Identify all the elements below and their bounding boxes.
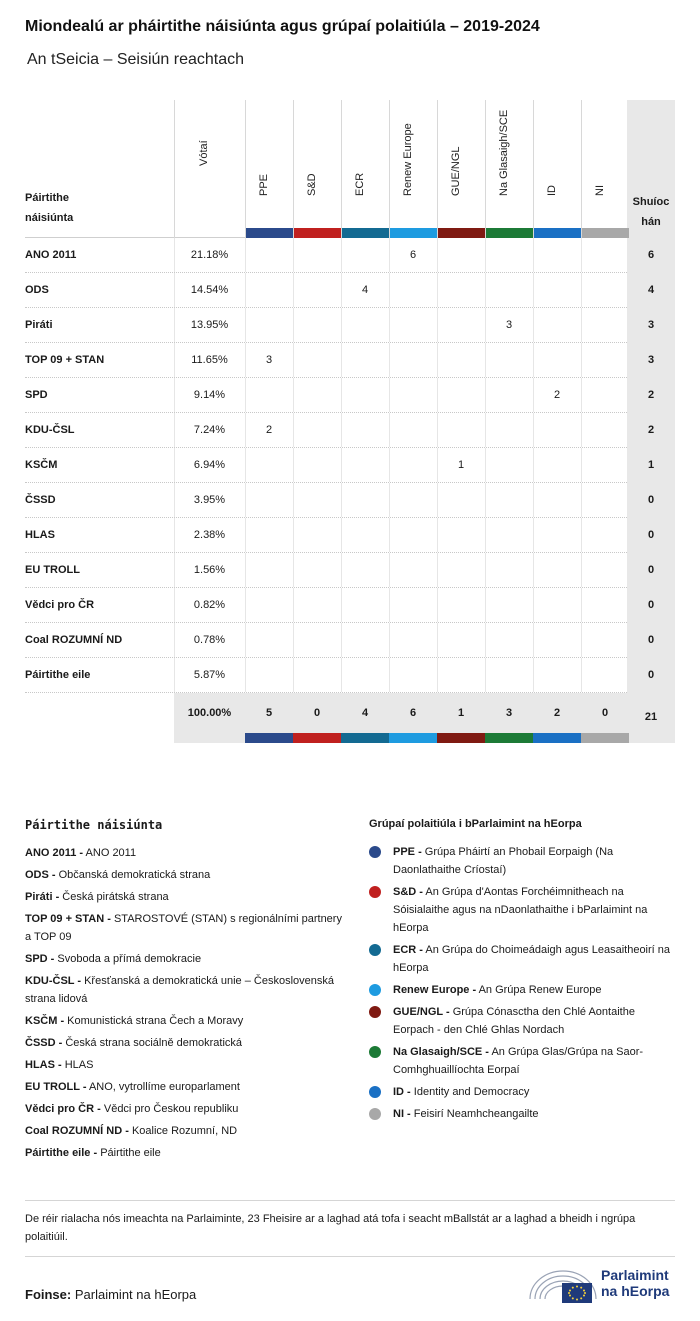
group-color-bar — [581, 733, 629, 743]
group-column-header: Renew Europe — [389, 100, 437, 238]
group-color-bar — [341, 733, 389, 743]
legend-party-item: Piráti - Česká pirátská strana — [25, 891, 169, 903]
legend-group-item: NI - Feisirí Neamhcheangailte — [369, 1105, 674, 1123]
legend-group-item: S&D - An Grúpa d'Aontas Forchéimnitheach na Sóisialaithe agus na nDaonlathaithe i bParlaimint na hEorpa — [369, 883, 674, 937]
party-name: ČSSD — [25, 494, 56, 506]
group-color-bar — [486, 228, 533, 238]
seat-total: 2 — [627, 413, 675, 448]
group-color-dot-icon — [369, 886, 381, 898]
group-color-dot-icon — [369, 846, 381, 858]
party-name: Piráti — [25, 319, 53, 331]
group-color-bar — [389, 733, 437, 743]
seat-total: 4 — [627, 273, 675, 308]
seat-total: 0 — [627, 553, 675, 588]
table-header — [25, 100, 675, 238]
group-color-dot-icon — [369, 1006, 381, 1018]
group-column-header: ID — [533, 100, 581, 238]
table-row — [25, 658, 675, 693]
results-table — [25, 100, 675, 743]
seat-total: 0 — [627, 483, 675, 518]
group-color-bar — [342, 228, 389, 238]
votes-column-header: Vótaí — [174, 100, 245, 238]
group-color-bar — [437, 733, 485, 743]
legend-party-item: Páirtithe eile - Páirtithe eile — [25, 1147, 161, 1159]
logo-text: Parlaimint na hEorpa — [601, 1267, 670, 1299]
legend-heading: Grúpaí polaitiúla i bParlaimint na hEorpa — [369, 818, 582, 830]
party-name: Vědci pro ČR — [25, 599, 95, 611]
legend-group-item: ECR - An Grúpa do Choimeádaigh agus Leasaitheoirí na hEorpa — [369, 941, 674, 977]
party-name: EU TROLL — [25, 564, 80, 576]
table-row — [25, 273, 675, 308]
footnote: De réir rialacha nós imeachta na Parlaiminte, 23 Fheisire ar a laghad atá tofa i seacht mBallstát ar a laghad a bheidh i ngrúpa polaitiúil. — [25, 1200, 675, 1257]
group-color-bar — [245, 733, 293, 743]
group-color-dot-icon — [369, 1086, 381, 1098]
vote-percentage: 2.38% — [193, 529, 226, 541]
group-total-seats: 6 — [409, 707, 417, 719]
legend-group-item: GUE/NGL - Grúpa Cónasctha den Chlé Aontaithe Eorpach - den Chlé Ghlas Nordach — [369, 1003, 674, 1039]
legend-party-item: TOP 09 + STAN - STAROSTOVÉ (STAN) s regionálními partnery a TOP 09 — [25, 913, 342, 943]
seat-cell: 4 — [361, 284, 369, 296]
legend-heading: Páirtithe náisiúnta — [25, 818, 163, 832]
seat-total: 0 — [627, 518, 675, 553]
table-row — [25, 588, 675, 623]
vote-percentage: 0.82% — [193, 599, 226, 611]
table-row — [25, 343, 675, 378]
seat-total: 1 — [627, 448, 675, 483]
source-label: Foinse: — [25, 1287, 72, 1302]
legend-party-item: Coal ROZUMNÍ ND - Koalice Rozumní, ND — [25, 1125, 238, 1137]
national-parties-legend — [25, 818, 345, 1166]
group-column-header: S&D — [293, 100, 341, 238]
party-name: Páirtithe eile — [25, 669, 91, 681]
group-color-bar — [485, 733, 533, 743]
table-row — [25, 518, 675, 553]
legend-party-item: ČSSD - Česká strana sociálně demokratická — [25, 1037, 243, 1049]
vote-percentage: 21.18% — [190, 249, 229, 261]
seat-cell: 2 — [553, 389, 561, 401]
vote-percentage: 1.56% — [193, 564, 226, 576]
seat-total: 0 — [627, 588, 675, 623]
group-color-bar — [533, 733, 581, 743]
legend-party-item: KDU-ČSL - Křesťanská a demokratická unie – Československá strana lidová — [25, 975, 334, 1005]
table-body — [25, 238, 675, 693]
group-column-header: Na Glasaigh/SCE — [485, 100, 533, 238]
group-total-seats: 0 — [601, 707, 609, 719]
table-row — [25, 553, 675, 588]
table-row — [25, 483, 675, 518]
page-subtitle: An tSeicia – Seisiún reachtach — [27, 51, 245, 68]
seat-total: 2 — [627, 378, 675, 413]
seat-cell: 6 — [409, 249, 417, 261]
group-color-dot-icon — [369, 944, 381, 956]
source-value: Parlaimint na hEorpa — [74, 1287, 197, 1302]
group-column-header: PPE — [245, 100, 293, 238]
party-name: KDU-ČSL — [25, 424, 75, 436]
legend-party-item: HLAS - HLAS — [25, 1059, 94, 1071]
legend-party-item: SPD - Svoboda a přímá demokracie — [25, 953, 202, 965]
group-color-bar — [582, 228, 629, 238]
seat-total: 0 — [627, 623, 675, 658]
party-name: ODS — [25, 284, 49, 296]
group-total-seats: 3 — [505, 707, 513, 719]
seat-total: 6 — [627, 238, 675, 273]
political-groups-legend — [369, 818, 674, 1127]
party-name: HLAS — [25, 529, 55, 541]
group-color-bar — [390, 228, 437, 238]
seat-total: 3 — [627, 308, 675, 343]
group-color-bar — [293, 733, 341, 743]
seat-total: 0 — [627, 658, 675, 693]
group-color-dot-icon — [369, 1108, 381, 1120]
group-color-dot-icon — [369, 1046, 381, 1058]
vote-percentage: 9.14% — [193, 389, 226, 401]
legend-party-item: KSČM - Komunistická strana Čech a Moravy — [25, 1015, 244, 1027]
parliament-hemicycle-icon — [528, 1263, 598, 1303]
group-total-seats: 1 — [457, 707, 465, 719]
seats-column-header: Shuíoc hán — [627, 100, 675, 238]
group-column-header: GUE/NGL — [437, 100, 485, 238]
legend-group-item: Na Glasaigh/SCE - An Grúpa Glas/Grúpa na Saor-Comhghuaillíochta Eorpaí — [369, 1043, 674, 1079]
group-total-seats: 5 — [265, 707, 273, 719]
legend-party-item: Vědci pro ČR - Vědci pro Českou republiku — [25, 1103, 239, 1115]
party-column-header: Páirtithe náisiúnta — [25, 192, 74, 224]
group-total-seats: 4 — [361, 707, 369, 719]
group-color-bar — [438, 228, 485, 238]
group-column-header: NI — [581, 100, 629, 238]
group-color-bar — [246, 228, 293, 238]
seat-cell: 3 — [505, 319, 513, 331]
vote-percentage: 14.54% — [190, 284, 229, 296]
group-color-bar — [294, 228, 341, 238]
seat-cell: 1 — [457, 459, 465, 471]
european-parliament-logo — [528, 1263, 678, 1303]
group-total-seats: 0 — [313, 707, 321, 719]
group-color-dot-icon — [369, 984, 381, 996]
vote-percentage: 3.95% — [193, 494, 226, 506]
totals-row — [25, 693, 675, 743]
legend-party-item: EU TROLL - ANO, vytrollíme europarlament — [25, 1081, 240, 1093]
table-row — [25, 448, 675, 483]
legend-group-item: ID - Identity and Democracy — [369, 1083, 674, 1101]
party-name: ANO 2011 — [25, 249, 77, 261]
party-name: TOP 09 + STAN — [25, 354, 105, 366]
legend-group-item: PPE - Grúpa Pháirtí an Phobail Eorpaigh (Na Daonlathaithe Críostaí) — [369, 843, 674, 879]
legend-group-item: Renew Europe - An Grúpa Renew Europe — [369, 981, 674, 999]
table-row — [25, 238, 675, 273]
seat-total: 3 — [627, 343, 675, 378]
table-row — [25, 308, 675, 343]
vote-percentage: 11.65% — [191, 354, 228, 366]
vote-percentage: 5.87% — [193, 669, 226, 681]
party-name: SPD — [25, 389, 48, 401]
vote-percentage: 7.24% — [193, 424, 226, 436]
page-title: Miondealú ar pháirtithe náisiúnta agus grúpaí polaitiúla – 2019-2024 — [25, 18, 540, 35]
table-row — [25, 378, 675, 413]
seat-cell: 2 — [265, 424, 273, 436]
total-percentage: 100.00% — [187, 707, 232, 719]
total-seats: 21 — [627, 693, 675, 743]
table-row — [25, 413, 675, 448]
party-name: Coal ROZUMNÍ ND — [25, 634, 123, 646]
group-total-seats: 2 — [553, 707, 561, 719]
vote-percentage: 13.95% — [190, 319, 229, 331]
party-name: KSČM — [25, 459, 58, 471]
legend-party-item: ODS - Občanská demokratická strana — [25, 869, 211, 881]
vote-percentage: 6.94% — [193, 459, 226, 471]
vote-percentage: 0.78% — [193, 634, 226, 646]
table-row — [25, 623, 675, 658]
source-line — [25, 1287, 196, 1302]
seat-cell: 3 — [265, 354, 273, 366]
group-color-bar — [534, 228, 581, 238]
legend-party-item: ANO 2011 - ANO 2011 — [25, 847, 137, 859]
group-column-header: ECR — [341, 100, 389, 238]
